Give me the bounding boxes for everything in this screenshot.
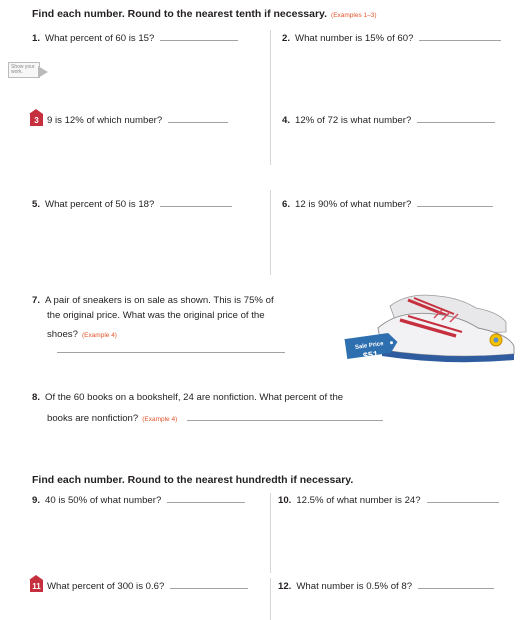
problem-text: What percent of 300 is 0.6?: [47, 581, 165, 592]
answer-line[interactable]: [167, 502, 245, 503]
problem-3: [30, 113, 228, 128]
problem-2: [282, 31, 501, 46]
pointer-arrow-icon: [38, 66, 48, 78]
answer-line[interactable]: [427, 502, 499, 503]
section-heading-2: [32, 474, 353, 486]
problem-1: [32, 31, 238, 46]
problem-number: 9.: [32, 495, 41, 506]
problem-number: 3: [34, 115, 39, 125]
problem-11: [30, 579, 248, 594]
problem-text-line3: shoes?: [47, 329, 78, 340]
problem-text: What number is 15% of 60?: [295, 33, 414, 44]
problem-number: 6.: [282, 199, 291, 210]
answer-line[interactable]: [418, 588, 494, 589]
answer-line[interactable]: [57, 352, 285, 353]
heading-text: Find each number. Round to the nearest hundredth if necessary.: [32, 474, 354, 486]
problem-text: What percent of 50 is 18?: [45, 199, 155, 210]
sale-price: $51: [362, 348, 379, 361]
problem-text-line2: the original price. What was the original price of the: [47, 310, 265, 321]
problem-text: What percent of 60 is 15?: [45, 33, 155, 44]
example-reference: (Example 4): [142, 416, 178, 423]
problem-text-line1: A pair of sneakers is on sale as shown. This is 75% of: [45, 295, 274, 306]
problem-number: 7.: [32, 295, 41, 306]
problem-10: [278, 493, 499, 508]
answer-line[interactable]: [160, 40, 238, 41]
problem-number: 1.: [32, 33, 41, 44]
problem-6: [282, 197, 493, 212]
problem-number: 10.: [278, 495, 292, 506]
heading-text: Find each number. Round to the nearest tenth if necessary.: [32, 8, 328, 20]
problem-number: 8.: [32, 392, 41, 403]
problem-number: 4.: [282, 115, 291, 126]
column-divider: [270, 578, 271, 620]
problem-text: 9 is 12% of which number?: [47, 115, 163, 126]
problem-8: [32, 390, 452, 427]
note-text: Show your work.: [8, 62, 40, 78]
column-divider: [270, 190, 271, 275]
sale-label: Sale Price: [354, 341, 384, 352]
problem-5: [32, 197, 232, 212]
problem-text: What number is 0.5% of 8?: [296, 581, 413, 592]
problem-9: [32, 493, 245, 508]
problem-text-line1: Of the 60 books on a bookshelf, 24 are nonfiction. What percent of the: [45, 392, 344, 403]
example-reference: (Example 4): [81, 332, 117, 339]
hot-problem-badge: [30, 580, 43, 592]
problem-4: [282, 113, 495, 128]
answer-line[interactable]: [417, 206, 493, 207]
answer-line[interactable]: [160, 206, 232, 207]
problem-text: 12% of 72 is what number?: [295, 115, 412, 126]
problem-text: 12 is 90% of what number?: [295, 199, 412, 210]
section-heading-1: [32, 8, 377, 20]
problem-text: 40 is 50% of what number?: [45, 495, 162, 506]
problem-number: 12.: [278, 581, 292, 592]
problem-text: 12.5% of what number is 24?: [296, 495, 421, 506]
answer-line[interactable]: [187, 420, 383, 421]
example-reference: (Examples 1–3): [331, 12, 377, 19]
answer-line[interactable]: [419, 40, 501, 41]
problem-text-line2: books are nonfiction?: [47, 413, 139, 424]
problem-7: [32, 293, 332, 358]
show-work-note: [8, 62, 40, 78]
hot-problem-badge: [30, 114, 43, 126]
column-divider: [270, 30, 271, 165]
problem-number: 5.: [32, 199, 41, 210]
answer-line[interactable]: [417, 122, 495, 123]
answer-line[interactable]: [168, 122, 228, 123]
problem-12: [278, 579, 494, 594]
answer-line[interactable]: [170, 588, 248, 589]
problem-number: 11: [32, 581, 41, 591]
column-divider: [270, 493, 271, 573]
problem-number: 2.: [282, 33, 291, 44]
